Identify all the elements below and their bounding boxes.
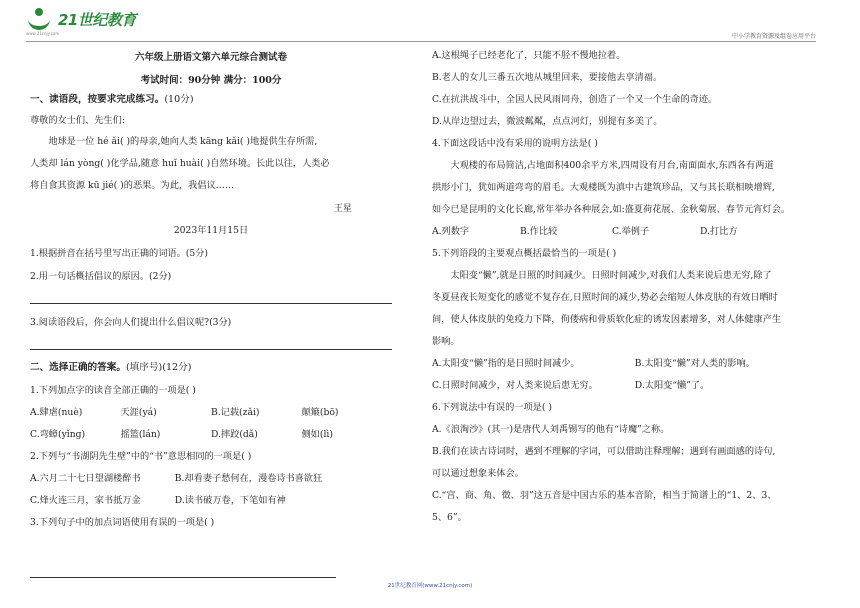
question-3: 3.阅读语段后，你会向人们提出什么倡议呢?(3分) (30, 317, 232, 328)
s2q1-options-cd (30, 428, 392, 442)
question-6: 6.下列说法中有误的一项是( ) (432, 402, 552, 413)
site-logo (26, 8, 136, 30)
passage-line-3: 将自食其资源 kū jié( )的恶果。为此，我倡议…… (30, 180, 235, 191)
option: A.列数字 (432, 226, 470, 237)
question-2: 2.用一句话概括倡议的原因。(2分) (30, 271, 172, 282)
q3-option-a: A.这根绳子已经老化了，只能不胫不慢地拉着。 (432, 50, 626, 61)
q6-option-b-line-2: 可以通过想象来体会。 (432, 468, 524, 479)
greeting: 尊敬的女士们、先生们: (30, 115, 125, 126)
q6-option-a: A.《浪淘沙》(其一)是唐代人刘禹锡写的他有“诗魔”之称。 (432, 424, 670, 435)
signer: 王星 (333, 203, 352, 214)
logo-text: 21世纪教育 (58, 10, 136, 29)
q5-passage-4: 影响。 (432, 336, 460, 347)
answer-line[interactable] (30, 302, 392, 304)
right-column (432, 46, 822, 525)
s2q2-options-cd (30, 494, 392, 508)
option: C.举例子 (612, 226, 650, 237)
q4-passage-1: 大观楼的布局简洁,占地面积400余平方米,四周设有月台,南面面水,东西各有两道 (450, 160, 774, 171)
option: D.读书破万卷，下笔如有神 (174, 495, 286, 506)
exam-info: 考试时间：90分钟 满分：100分 (140, 75, 282, 86)
footer-divider (30, 577, 336, 578)
s2-question-1: 1.下列加点字的读音全部正确的一项是( ) (30, 385, 196, 396)
q6-option-b-line-1: B.我们在读古诗词时，遇到不理解的字词，可以借助注释理解；遇到有画面感的诗句, (432, 446, 776, 457)
passage-line-1: 地球是一位 hé ǎi( )的母亲,她向人类 kāng kǎi( )地提供生存所需, (48, 136, 318, 147)
passage-line-2: 人类却 lán yòng( )化学品,随意 huǐ huài( )自然环境。长此以往，人类必 (30, 158, 330, 169)
header-divider (26, 41, 816, 42)
option: B.却看妻子愁何在，漫卷诗书喜欲狂 (174, 473, 323, 484)
option: B.太阳变“懒”对人类的影响。 (634, 358, 755, 369)
q6-option-c-line-2: 5、6”。 (432, 512, 467, 523)
option: 天涯(yá) (120, 407, 157, 418)
section-2-score: (填序号)(12分) (125, 362, 192, 373)
section-1-score: (10分) (164, 94, 194, 105)
option: B.记载(zǎi) (211, 407, 260, 418)
option: A.六月二十七日望湖楼醉书 (30, 473, 141, 484)
platform-name: 中小学教育资源及组卷应用平台 (731, 33, 816, 40)
option: A.太阳变“懒”指的是日照时间减少。 (432, 358, 580, 369)
runner-logo-icon (26, 8, 54, 30)
option: B.作比较 (520, 226, 558, 237)
q5-options-cd (432, 379, 822, 393)
question-4: 4.下面这段话中没有采用的说明方法是( ) (432, 138, 598, 149)
logo-subtitle: www.21cnjy.com (26, 31, 60, 36)
s2q2-options-ab (30, 472, 392, 486)
option: C.烽火连三月，家书抵万金 (30, 495, 141, 506)
question-1: 1.根据拼音在括号里写出正确的词语。(5分) (30, 248, 208, 259)
section-1-heading (30, 93, 392, 107)
q3-option-d: D.从岸边望过去，微波粼粼，点点河灯，别提有多美了。 (432, 116, 663, 127)
option: D.太阳变“懒”了。 (634, 380, 710, 391)
s2-question-2: 2.下列与“书湖阴先生壁”中的“书”意思相同的一项是( ) (30, 451, 252, 462)
option: C.弯蟑(yǐng) (30, 429, 86, 440)
section-1-title: 一、读语段，按要求完成练习。 (30, 94, 165, 105)
q5-passage-3: 间，使人体皮肤的免疫力下降，佝偻病和骨质软化症的诱发因素增多，对人体健康产生 (432, 314, 782, 325)
q6-option-c-line-1: C.“宫、商、角、徵、羽”这五音是中国古乐的基本音阶，相当于简谱上的“1、2、3、 (432, 490, 777, 501)
q3-option-b: B.老人的女儿三番五次地从城里回来，要接他去享清福。 (432, 72, 663, 83)
q3-option-c: C.在抗洪战斗中，全国人民风雨同舟，创造了一个又一个生命的奇迹。 (432, 94, 718, 105)
left-column (30, 46, 392, 530)
s2-question-3: 3.下列句子中的加点词语使用有误的一项是( ) (30, 517, 215, 528)
question-5: 5.下列语段的主要观点概括最恰当的一项是( ) (432, 248, 617, 259)
answer-line[interactable] (30, 348, 392, 350)
q4-passage-3: 如今已是昆明的文化长廊,常年举办各种展会,如:盛夏荷花展、金秋菊展、春节元宵灯会。 (432, 204, 791, 215)
option: D.打比方 (700, 226, 738, 237)
option: A.肆虐(nuè) (30, 407, 83, 418)
footer-link[interactable]: 21世纪教育网(www.21cnjy.com) (387, 583, 473, 589)
option: 颠簸(bō) (301, 407, 339, 418)
section-2-heading (30, 361, 392, 375)
q4-options (432, 225, 822, 239)
option: C.日照时间减少，对人类来说后患无穷。 (432, 380, 598, 391)
exam-title: 六年级上册语文第六单元综合测试卷 (134, 52, 287, 63)
option: 侧如(lì) (301, 429, 333, 440)
s2q1-options-ab (30, 406, 392, 420)
letter-date: 2023年11月15日 (173, 225, 249, 236)
q5-options-ab (432, 357, 822, 371)
option: D.摔跤(dǎ) (211, 429, 258, 440)
q4-passage-2: 拱形小门，犹如两道弯弯的眉毛。大观楼既为滇中古建筑珍品，又与其长联相映增辉, (432, 182, 775, 193)
section-2-title: 二、选择正确的答案。 (30, 362, 126, 373)
q5-passage-1: 太阳变“懒”,就是日照的时间减少。日照时间减少,对我们人类来说后患无穷,除了 (450, 270, 772, 281)
q5-passage-2: 冬夏昼夜长短变化的感觉不复存在,日照时间的减少,势必会缩短人体皮肤的有效日晒时 (432, 292, 778, 303)
option: 摇篮(lán) (120, 429, 161, 440)
